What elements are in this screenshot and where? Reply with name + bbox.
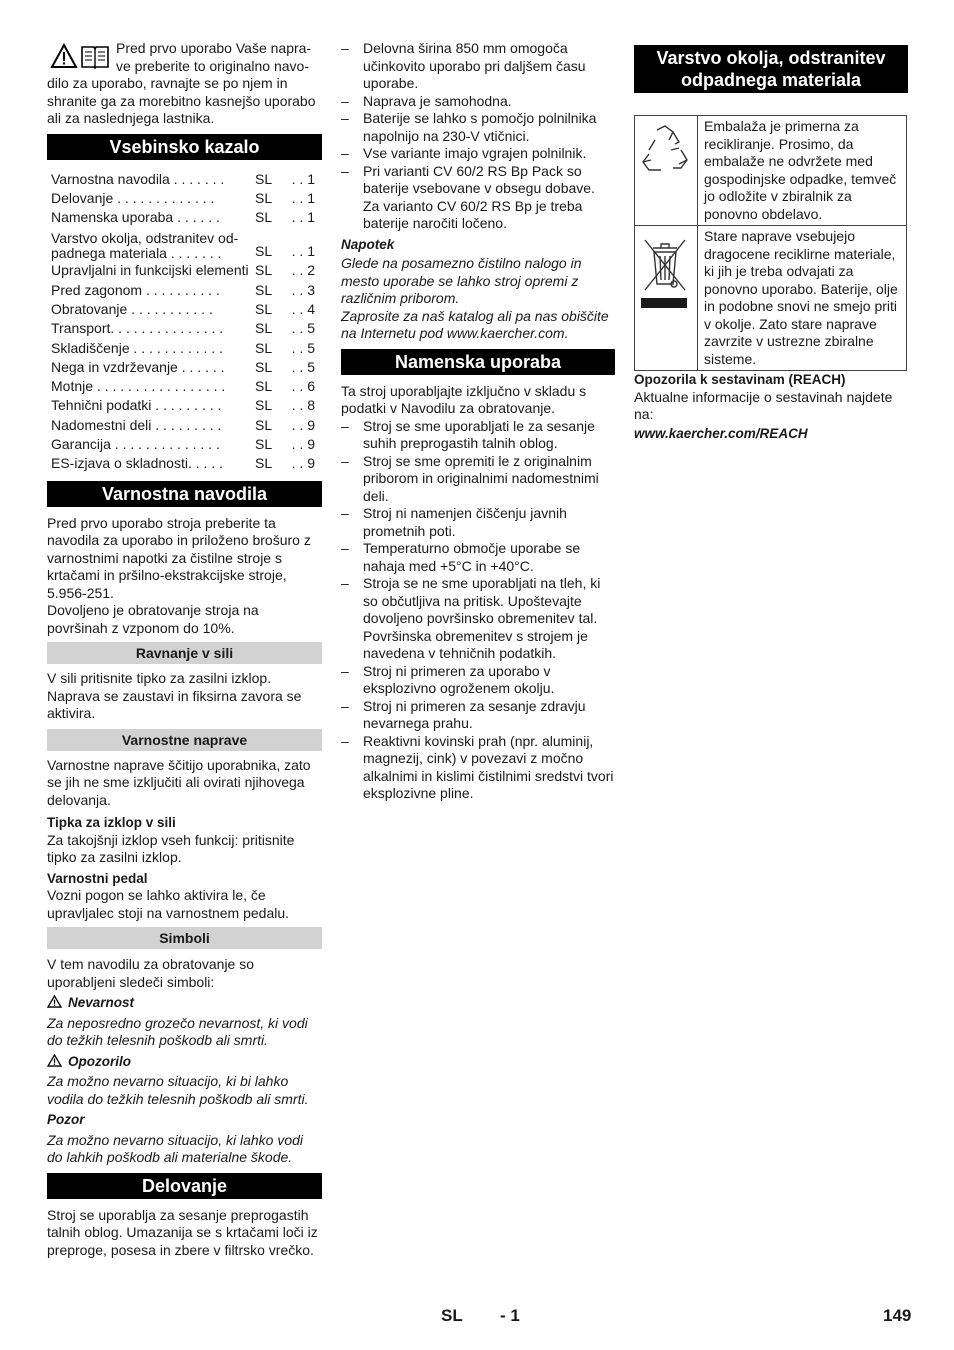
note-text-2: Zaprosite za naš katalog ali pa nas obiščite na Internetu pod www.kaercher.com. xyxy=(341,307,609,341)
toc-title: Tehnični podatki . . . . . . . . . xyxy=(51,397,222,414)
toc-row[interactable] xyxy=(47,358,322,377)
reach-heading: Opozorila k sestavinam (REACH) xyxy=(634,372,846,387)
operation-text: Stroj se uporablja za sesanje preprogastih talnih oblog. Umazanija se s krtačami loči iz preproge, posesa in zbere v filtrsko vrečko. xyxy=(47,1206,318,1258)
toc-heading: Vsebinsko kazalo xyxy=(47,134,322,160)
safety-paragraph-2: Dovoljeno je obratovanje stroja na površinah z vzponom do 10%. xyxy=(47,602,259,636)
feature-item: – Vse variante imajo vgrajen polnilnik. xyxy=(341,145,615,163)
toc-title-line: Varstvo okolja, odstranitev od- xyxy=(51,230,239,247)
footer-lang: SL xyxy=(441,1306,463,1325)
toc-title: Varnostna navodila . . . . . . . xyxy=(51,170,225,187)
crossed-bin-icon xyxy=(635,230,695,316)
use-item: – Stroja se ne sme uporabljati na tleh, ki so občutljiva na pritisk. Upoštevajte dovoljeno površinsko obremenitev tal. Površinska obremenitev s strojem je navedena v tehničnih podatkih. xyxy=(341,575,615,663)
use-list xyxy=(341,418,615,803)
toc-lang: SL xyxy=(255,339,273,356)
toc-lang: SL xyxy=(255,189,273,206)
disposal-table xyxy=(634,115,907,371)
pedal-text: Vozni pogon se lahko aktivira le, če upravljalec stoji na varnostnem pedalu. xyxy=(47,887,290,921)
use-item: – Stroj ni primeren za sesanje zdravju nevarnega prahu. xyxy=(341,698,615,733)
column-middle xyxy=(341,40,615,803)
toc-lang: SL xyxy=(255,378,273,395)
note-label: Napotek xyxy=(341,236,395,252)
toc-row[interactable] xyxy=(47,377,322,396)
estop-heading: Tipka za izklop v sili xyxy=(47,815,176,831)
toc-page: . . 1 xyxy=(291,243,315,260)
toc-row[interactable] xyxy=(47,170,322,189)
emergency-heading: Ravnanje v sili xyxy=(47,642,322,664)
warning-icon xyxy=(50,43,78,69)
use-item: – Temperaturno območje uporabe se nahaja med +5°C in +40°C. xyxy=(341,540,615,575)
pedal-heading: Varnostni pedal xyxy=(47,870,148,886)
reach-url[interactable]: www.kaercher.com/REACH xyxy=(634,425,808,441)
features-extra: Za varianto CV 60/2 RS Bp je treba baterije naročiti ločeno. xyxy=(363,197,583,231)
caution-text: Za možno nevarno situacijo, ki lahko vodi do lahkih poškodb ali materialne škode. xyxy=(47,1131,304,1166)
toc-lang: SL xyxy=(255,300,273,317)
safety-heading: Varnostna navodila xyxy=(47,481,322,507)
emergency-text: V sili pritisnite tipko za zasilni izklop. Naprava se zaustavi in fiksirna zavora se aktivira. xyxy=(47,670,302,722)
env-heading: Varstvo okolja, odstranitev odpadnega materiala xyxy=(634,45,908,93)
use-item: – Stroj se sme opremiti le z originalnim priborom in originalnimi nadomestnimi deli. xyxy=(341,453,615,506)
toc-page: . . 9 xyxy=(291,455,315,472)
toc-title: Obratovanje . . . . . . . . . . . xyxy=(51,300,213,317)
use-item: – Stroj ni primeren za uporabo v eksplozivno ogroženem okolju. xyxy=(341,663,615,698)
intro-icons xyxy=(50,43,112,69)
toc-page: . . 3 xyxy=(291,281,315,298)
danger-warning-icon xyxy=(47,995,62,1008)
toc-title-line: padnega materiala . . . . . . . xyxy=(51,245,222,262)
use-item: – Reaktivni kovinski prah (npr. aluminij, magnezij, cink) v povezavi z močno alkalnimi in kislimi čistilnimi sredstvi tvori eksplozivne pline. xyxy=(341,733,615,803)
toc-row[interactable] xyxy=(47,454,322,473)
toc-lang: SL xyxy=(255,397,273,414)
column-left xyxy=(47,40,322,1259)
symbols-heading: Simboli xyxy=(47,927,322,949)
toc-page: . . 1 xyxy=(291,189,315,206)
toc-title: Garancija . . . . . . . . . . . . . . xyxy=(51,436,220,453)
toc-row[interactable] xyxy=(47,208,322,227)
estop-text: Za takojšnji izklop vseh funkcij: pritisnite tipko za zasilni izklop. xyxy=(47,831,295,866)
toc-lang: SL xyxy=(255,243,273,260)
toc-lang: SL xyxy=(255,209,273,226)
toc-page: . . 5 xyxy=(291,358,315,375)
toc-title: Pred zagonom . . . . . . . . . . xyxy=(51,281,220,298)
safety-paragraph-1: Pred prvo uporabo stroja preberite ta navodila za uporabo in priloženo brošuro z varnostnimi napotki za čistilne stroje s krtačami in pršilno-ekstrakcijske stroje, 5.956-251. xyxy=(47,514,311,601)
toc-page: . . 5 xyxy=(291,339,315,356)
recycle-row xyxy=(635,116,907,226)
intro-line-2: ve preberite to originalno navo- xyxy=(116,57,310,74)
caution-warning-icon xyxy=(47,1054,62,1067)
danger-label: Nevarnost xyxy=(68,995,135,1011)
toc-lang: SL xyxy=(255,416,273,433)
toc-title: Upravljalni in funkcijski elementi xyxy=(51,262,249,279)
toc-row[interactable] xyxy=(47,261,322,280)
toc-lang: SL xyxy=(255,358,273,375)
toc-lang: SL xyxy=(255,170,273,187)
toc-title: Motnje . . . . . . . . . . . . . . . . . xyxy=(51,378,226,395)
toc-title: Skladiščenje . . . . . . . . . . . . xyxy=(51,339,223,356)
toc-row[interactable] xyxy=(47,339,322,358)
operation-heading: Delovanje xyxy=(47,1173,322,1199)
footer-page-number: 149 xyxy=(883,1306,912,1325)
toc-title: ES-izjava o skladnosti. . . . . xyxy=(51,455,223,472)
toc-page: . . 1 xyxy=(291,170,315,187)
use-item: – Stroj se sme uporabljati le za sesanje suhih preprogastih talnih oblog. xyxy=(341,418,615,453)
warning-text: Za možno nevarno situacijo, ki bi lahko vodila do težkih telesnih poškodb ali smrti. xyxy=(47,1073,309,1107)
manual-book-icon xyxy=(80,43,110,69)
feature-item: – Delovna širina 850 mm omogoča učinkovito uporabo pri daljšem času uporabe. xyxy=(341,40,615,93)
feature-item: – Baterije se lahko s pomočjo polnilnika napolnijo na 230-V vtičnici. xyxy=(341,110,615,145)
recycle-icon xyxy=(635,120,695,180)
toc-table xyxy=(47,170,322,474)
toc-lang: SL xyxy=(255,320,273,337)
recycle-text: Embalaža je primerna za recikliranje. Prosimo, da embalaže ne odvržete med gospodinjske odpadke, temveč jo odložite v zbiralnik za ponovno obdelavo. xyxy=(698,116,907,226)
note-text-1: Glede na posamezno čistilno nalogo in mesto uporabe se lahko stroj opremi z različnim priborom. xyxy=(341,255,582,306)
toc-row[interactable] xyxy=(47,281,322,300)
feature-item: – Pri varianti CV 60/2 RS Bp Pack so baterije vsebovane v obsegu dobave. xyxy=(341,163,615,198)
toc-title: Nega in vzdrževanje . . . . . . xyxy=(51,358,225,375)
footer-section: - 1 xyxy=(500,1306,520,1325)
warning-label: Opozorilo xyxy=(68,1053,131,1069)
toc-page: . . 9 xyxy=(291,416,315,433)
toc-row[interactable] xyxy=(47,189,322,208)
toc-lang: SL xyxy=(255,281,273,298)
toc-page: . . 2 xyxy=(291,262,315,279)
reach-text: Aktualne informacije o sestavinah najdete na: xyxy=(634,388,893,422)
use-heading: Namenska uporaba xyxy=(341,349,615,375)
use-intro: Ta stroj uporabljajte izključno v skladu s podatki v Navodilu za obratovanje. xyxy=(341,382,587,416)
toc-title: Transport. . . . . . . . . . . . . . . xyxy=(51,320,224,337)
toc-page: . . 1 xyxy=(291,209,315,226)
devices-text: Varnostne naprave ščitijo uporabnika, zato se jih ne sme izključiti ali ovirati njihovega delovanja. xyxy=(47,756,311,808)
intro-block xyxy=(47,40,322,128)
toc-page: . . 6 xyxy=(291,378,315,395)
danger-text: Za neposredno grozečo nevarnost, ki vodi do težkih telesnih poškodb ali smrti. xyxy=(47,1014,308,1049)
toc-title: Delovanje . . . . . . . . . . . . . xyxy=(51,189,215,206)
caution-label: Pozor xyxy=(47,1112,85,1128)
toc-lang: SL xyxy=(255,455,273,472)
use-item: – Stroj ni namenjen čiščenju javnih prometnih poti. xyxy=(341,505,615,540)
toc-title: Namenska uporaba . . . . . . xyxy=(51,209,220,226)
features-list xyxy=(341,40,615,198)
feature-item: – Naprava je samohodna. xyxy=(341,93,615,111)
toc-title xyxy=(47,227,255,261)
toc-row[interactable] xyxy=(47,319,322,338)
toc-page: . . 5 xyxy=(291,320,315,337)
column-right xyxy=(634,40,908,442)
weee-text: Stare naprave vsebujejo dragocene reciklirne materiale, ki jih je treba odvajati za ponovno uporabo. Baterije, olje in podobne snovi ne smejo priti v okolje. Zato stare naprave zavrzite v ustrezne zbiralne sisteme. xyxy=(698,226,907,371)
toc-title: Nadomestni deli . . . . . . . . . xyxy=(51,416,222,433)
toc-page: . . 9 xyxy=(291,436,315,453)
toc-lang: SL xyxy=(255,262,273,279)
symbols-intro: V tem navodilu za obratovanje so uporabljeni sledeči simboli: xyxy=(47,956,255,990)
toc-row[interactable] xyxy=(47,396,322,415)
toc-row[interactable] xyxy=(47,416,322,435)
toc-page: . . 8 xyxy=(291,397,315,414)
toc-row[interactable] xyxy=(47,227,322,261)
devices-heading: Varnostne naprave xyxy=(47,729,322,751)
intro-line-1: Pred prvo uporabo Vaše napra- xyxy=(116,40,312,56)
toc-row[interactable] xyxy=(47,300,322,319)
toc-page: . . 4 xyxy=(291,300,315,317)
intro-rest: dilo za uporabo, ravnajte se po njem in shranite ga za morebitno kasnejšo uporabo ali za naslednjega lastnika. xyxy=(47,75,316,126)
weee-row xyxy=(635,226,907,371)
toc-lang: SL xyxy=(255,436,273,453)
toc-row[interactable] xyxy=(47,435,322,454)
